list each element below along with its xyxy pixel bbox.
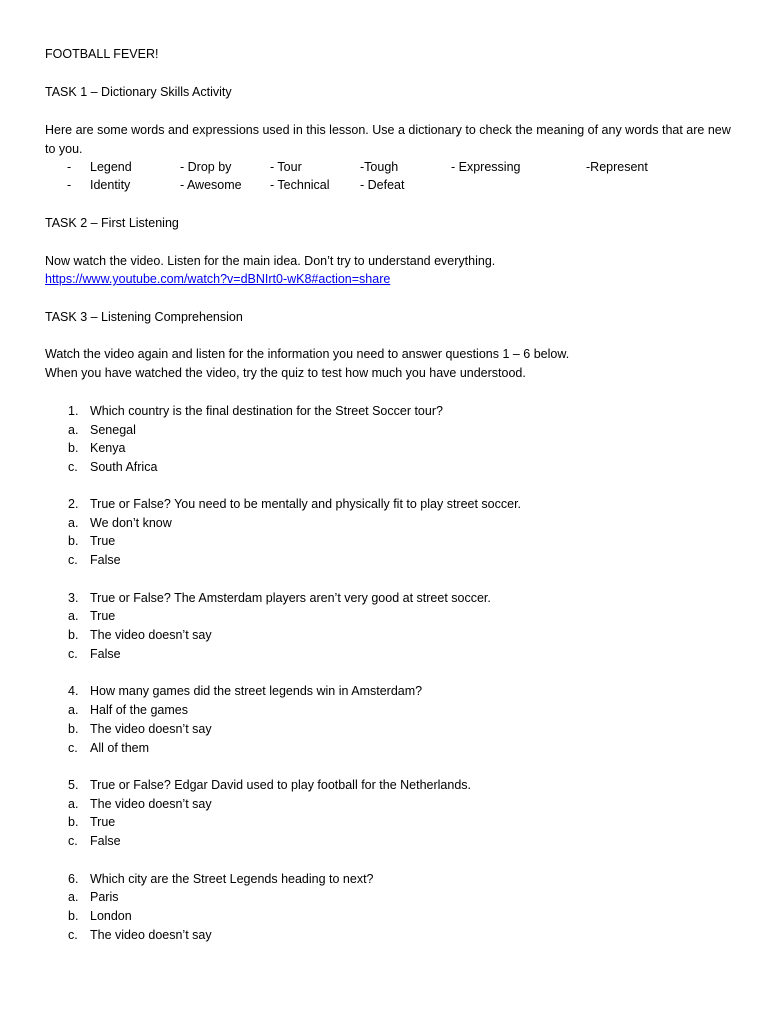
task1-instruction: Here are some words and expressions used in this lesson. Use a dictionary to check the meaning of any words that are new to you. <box>45 123 731 156</box>
option-letter: a. <box>68 797 79 811</box>
option-letter: b. <box>68 722 79 736</box>
option-letter: b. <box>68 628 79 642</box>
question-number: 4. <box>68 684 79 698</box>
option-text: The video doesn’t say <box>90 722 212 736</box>
option-text: True <box>90 815 116 829</box>
option-letter: a. <box>68 516 79 530</box>
vocab-bullet: - <box>67 160 72 174</box>
option-text: London <box>90 909 132 923</box>
option-letter: c. <box>68 741 78 755</box>
question-number: 3. <box>68 591 79 605</box>
question-number: 5. <box>68 778 79 792</box>
option-letter: b. <box>68 441 79 455</box>
option-letter: c. <box>68 834 78 848</box>
option-text: We don’t know <box>90 516 172 530</box>
page-title: FOOTBALL FEVER! <box>45 47 159 61</box>
vocab-word: - Expressing <box>451 160 521 174</box>
task2-instruction: Now watch the video. Listen for the main idea. Don’t try to understand everything. <box>45 254 496 268</box>
option-text: The video doesn’t say <box>90 628 212 642</box>
task2-heading: TASK 2 – First Listening <box>45 216 179 230</box>
option-letter: c. <box>68 647 78 661</box>
option-text: The video doesn’t say <box>90 797 212 811</box>
option-letter: a. <box>68 890 79 904</box>
vocab-word: - Drop by <box>180 160 232 174</box>
vocab-word: - Technical <box>270 178 330 192</box>
task3-instruction-2: When you have watched the video, try the quiz to test how much you have understood. <box>45 366 526 380</box>
video-link[interactable]: https://www.youtube.com/watch?v=dBNIrt0-wK8#action=share <box>45 272 391 286</box>
task3-heading: TASK 3 – Listening Comprehension <box>45 310 243 324</box>
task1-heading: TASK 1 – Dictionary Skills Activity <box>45 85 232 99</box>
vocab-word: Legend <box>90 160 132 174</box>
vocab-word: - Defeat <box>360 178 405 192</box>
vocab-row-1 <box>45 158 725 177</box>
option-text: All of them <box>90 741 150 755</box>
question-text: True or False? Edgar David used to play football for the Netherlands. <box>90 778 471 792</box>
option-letter: c. <box>68 460 78 474</box>
option-letter: b. <box>68 534 79 548</box>
option-letter: a. <box>68 423 79 437</box>
vocab-bullet: - <box>67 178 72 192</box>
option-letter: c. <box>68 553 78 567</box>
option-text: True <box>90 534 116 548</box>
vocab-word: -Tough <box>360 160 399 174</box>
option-text: Senegal <box>90 423 136 437</box>
option-letter: c. <box>68 928 78 942</box>
vocab-word: -Represent <box>586 160 648 174</box>
option-text: True <box>90 609 116 623</box>
option-text: Paris <box>90 890 119 904</box>
vocab-word: Identity <box>90 178 131 192</box>
question-text: Which city are the Street Legends heading to next? <box>90 872 374 886</box>
option-letter: b. <box>68 909 79 923</box>
question-number: 1. <box>68 404 79 418</box>
option-text: South Africa <box>90 460 158 474</box>
question-text: Which country is the final destination for the Street Soccer tour? <box>90 404 443 418</box>
option-text: False <box>90 647 121 661</box>
option-text: Half of the games <box>90 703 188 717</box>
question-text: True or False? You need to be mentally and physically fit to play street soccer. <box>90 497 522 511</box>
option-text: The video doesn’t say <box>90 928 212 942</box>
option-letter: a. <box>68 609 79 623</box>
question-text: True or False? The Amsterdam players aren’t very good at street soccer. <box>90 591 491 605</box>
vocab-row-2 <box>45 176 725 195</box>
option-letter: b. <box>68 815 79 829</box>
option-text: False <box>90 553 121 567</box>
vocab-word: - Awesome <box>180 178 242 192</box>
option-text: False <box>90 834 121 848</box>
question-text: How many games did the street legends win in Amsterdam? <box>90 684 423 698</box>
question-number: 6. <box>68 872 79 886</box>
option-text: Kenya <box>90 441 126 455</box>
task3-instruction-1: Watch the video again and listen for the information you need to answer questions 1 – 6 below. <box>45 347 570 361</box>
option-letter: a. <box>68 703 79 717</box>
question-number: 2. <box>68 497 79 511</box>
vocab-word: - Tour <box>270 160 302 174</box>
